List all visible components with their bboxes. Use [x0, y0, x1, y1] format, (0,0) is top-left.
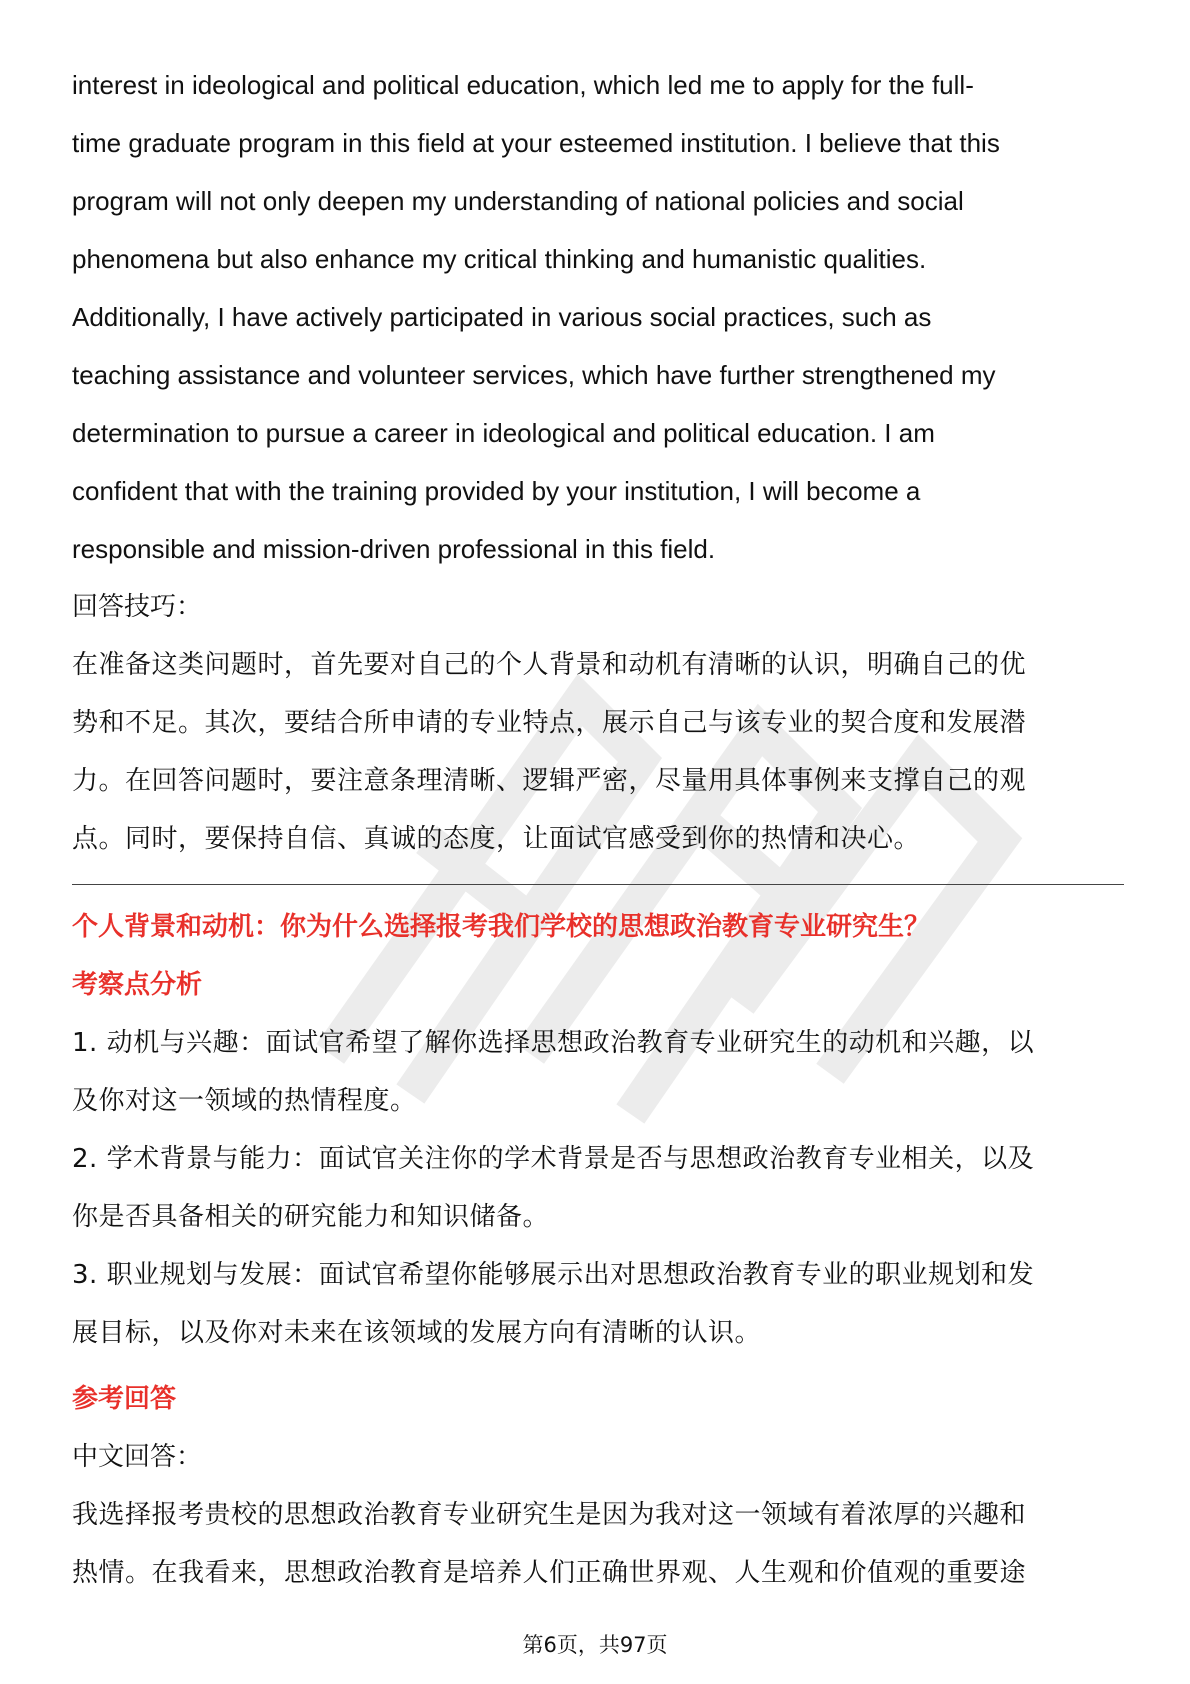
reference-line: 热情。在我看来，思想政治教育是培养人们正确世界观、人生观和价值观的重要途 [72, 1558, 1027, 1588]
english-answer-line: time graduate program in this field at your esteemed institution. I believe that this [72, 128, 1000, 158]
analysis-section [72, 956, 1132, 1362]
tips-line: 力。在回答问题时，要注意条理清晰、逻辑严密，尽量用具体事例来支撑自己的观 [72, 766, 1027, 796]
chinese-answer-label: 中文回答： [72, 1442, 203, 1472]
analysis-heading: 考察点分析 [72, 970, 203, 1000]
english-answer-line: Additionally, I have actively participated in various social practices, such as [72, 302, 932, 332]
english-answer-line: teaching assistance and volunteer services, which have further strengthened my [72, 360, 996, 390]
english-answer-line: confident that with the training provided by your institution, I will become a [72, 476, 921, 506]
analysis-line: 展目标，以及你对未来在该领域的发展方向有清晰的认识。 [72, 1318, 762, 1348]
tips-line: 在准备这类问题时，首先要对自己的个人背景和动机有清晰的认识，明确自己的优 [72, 650, 1027, 680]
page-number: 第6页，共97页 [522, 1633, 668, 1657]
tips-line: 点。同时，要保持自信、真诚的态度，让面试官感受到你的热情和决心。 [72, 824, 921, 854]
section-divider [72, 884, 1124, 885]
english-answer-line: interest in ideological and political education, which led me to apply for the full- [72, 70, 974, 100]
english-answer-line: responsible and mission-driven professional in this field. [72, 534, 716, 564]
analysis-line: 及你对这一领域的热情程度。 [72, 1086, 417, 1116]
english-answer-line: program will not only deepen my understanding of national policies and social [72, 186, 964, 216]
question-title: 个人背景和动机：你为什么选择报考我们学校的思想政治教育专业研究生？ [72, 912, 931, 942]
reference-section [72, 1370, 1132, 1602]
tips-line: 势和不足。其次，要结合所申请的专业特点，展示自己与该专业的契合度和发展潜 [72, 708, 1027, 738]
analysis-line: 3. 职业规划与发展：面试官希望你能够展示出对思想政治教育专业的职业规划和发 [72, 1260, 1035, 1290]
english-answer-line: phenomena but also enhance my critical thinking and humanistic qualities. [72, 244, 927, 274]
tips-label: 回答技巧： [72, 592, 203, 622]
reference-line: 我选择报考贵校的思想政治教育专业研究生是因为我对这一领域有着浓厚的兴趣和 [72, 1500, 1027, 1530]
top-section [72, 56, 1132, 868]
analysis-line: 1. 动机与兴趣：面试官希望了解你选择思想政治教育专业研究生的动机和兴趣，以 [72, 1028, 1035, 1058]
analysis-line: 你是否具备相关的研究能力和知识储备。 [72, 1202, 550, 1232]
analysis-line: 2. 学术背景与能力：面试官关注你的学术背景是否与思想政治教育专业相关，以及 [72, 1144, 1035, 1174]
english-answer-line: determination to pursue a career in ideological and political education. I am [72, 418, 935, 448]
reference-heading: 参考回答 [72, 1384, 177, 1414]
